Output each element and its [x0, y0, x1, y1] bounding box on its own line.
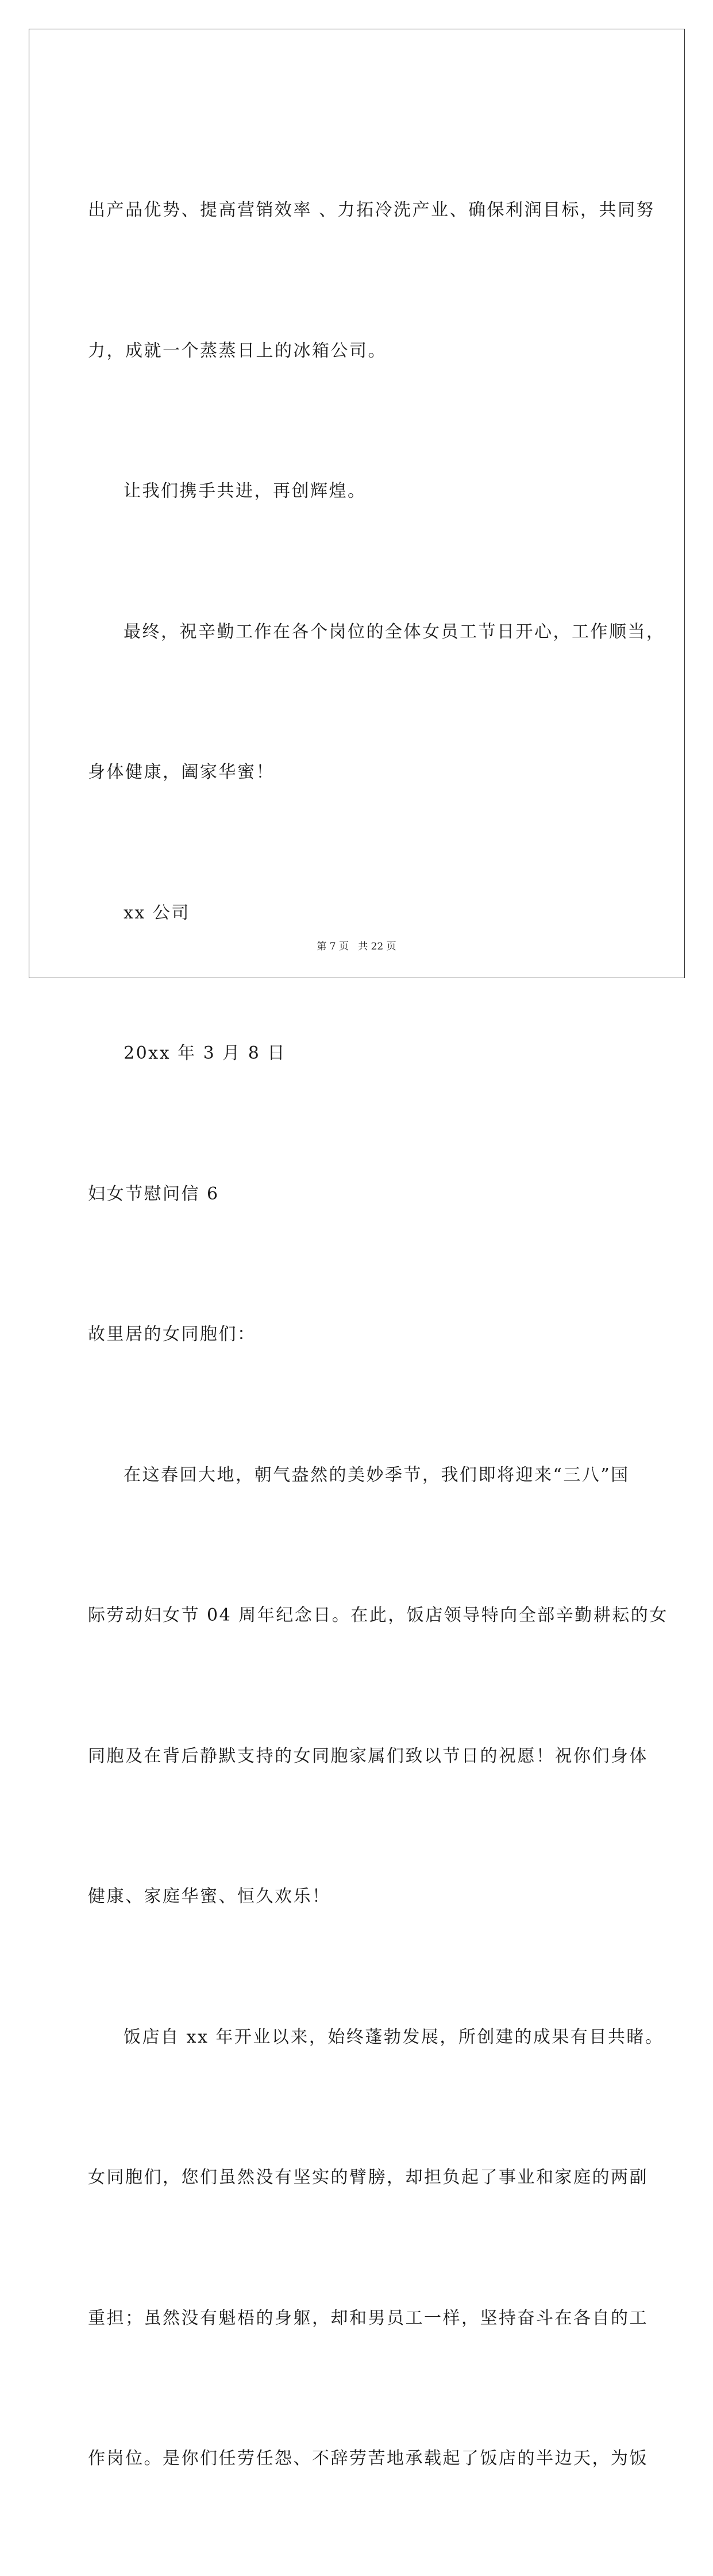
text-line: 力，成就一个蒸蒸日上的冰箱公司。 [88, 340, 387, 361]
text-line: 让我们携手共进，再创辉煌。 [124, 481, 367, 501]
text-line: 女同胞们，您们虽然没有坚实的臂膀，却担负起了事业和家庭的两副 [88, 2167, 648, 2187]
signature-company: xx 公司 [124, 902, 190, 923]
text-line: 作岗位。是你们任劳任怨、不辞劳苦地承载起了饭店的半边天，为饭 [88, 2448, 648, 2469]
text-line: 健康、家庭华蜜、恒久欢乐！ [88, 1886, 331, 1906]
signature-date: 20xx 年 3 月 8 日 [124, 1043, 286, 1063]
text-line: 同胞及在背后静默支持的女同胞家属们致以节日的祝愿！祝你们身体 [88, 1745, 648, 1766]
page-number: 第 7 页 [317, 941, 349, 952]
text-lines [88, 93, 668, 2576]
page-total: 共 22 页 [358, 941, 396, 952]
salutation: 故里居的女同胞们： [88, 1324, 256, 1344]
text-line: 出产品优势、提高营销效率 、力拓冷洗产业、确保利润目标，共同努 [88, 200, 656, 220]
text-line: 身体健康，阖家华蜜！ [88, 762, 275, 782]
text-line: 重担；虽然没有魁梧的身躯，却和男员工一样，坚持奋斗在各自的工 [88, 2308, 648, 2328]
text-line: 饭店自 xx 年开业以来，始终蓬勃发展，所创建的成果有目共睹。 [124, 2027, 664, 2047]
page-footer [0, 938, 713, 952]
text-line: 际劳动妇女节 04 周年纪念日。在此，饭店领导特向全部辛勤耕耘的女 [88, 1605, 668, 1625]
document-body [88, 93, 668, 2576]
section-title: 妇女节慰问信 6 [88, 1183, 219, 1204]
text-line: 在这春回大地，朝气盎然的美妙季节，我们即将迎来“三八”国 [124, 1464, 630, 1485]
text-line: 最终，祝辛勤工作在各个岗位的全体女员工节日开心，工作顺当， [124, 621, 665, 642]
